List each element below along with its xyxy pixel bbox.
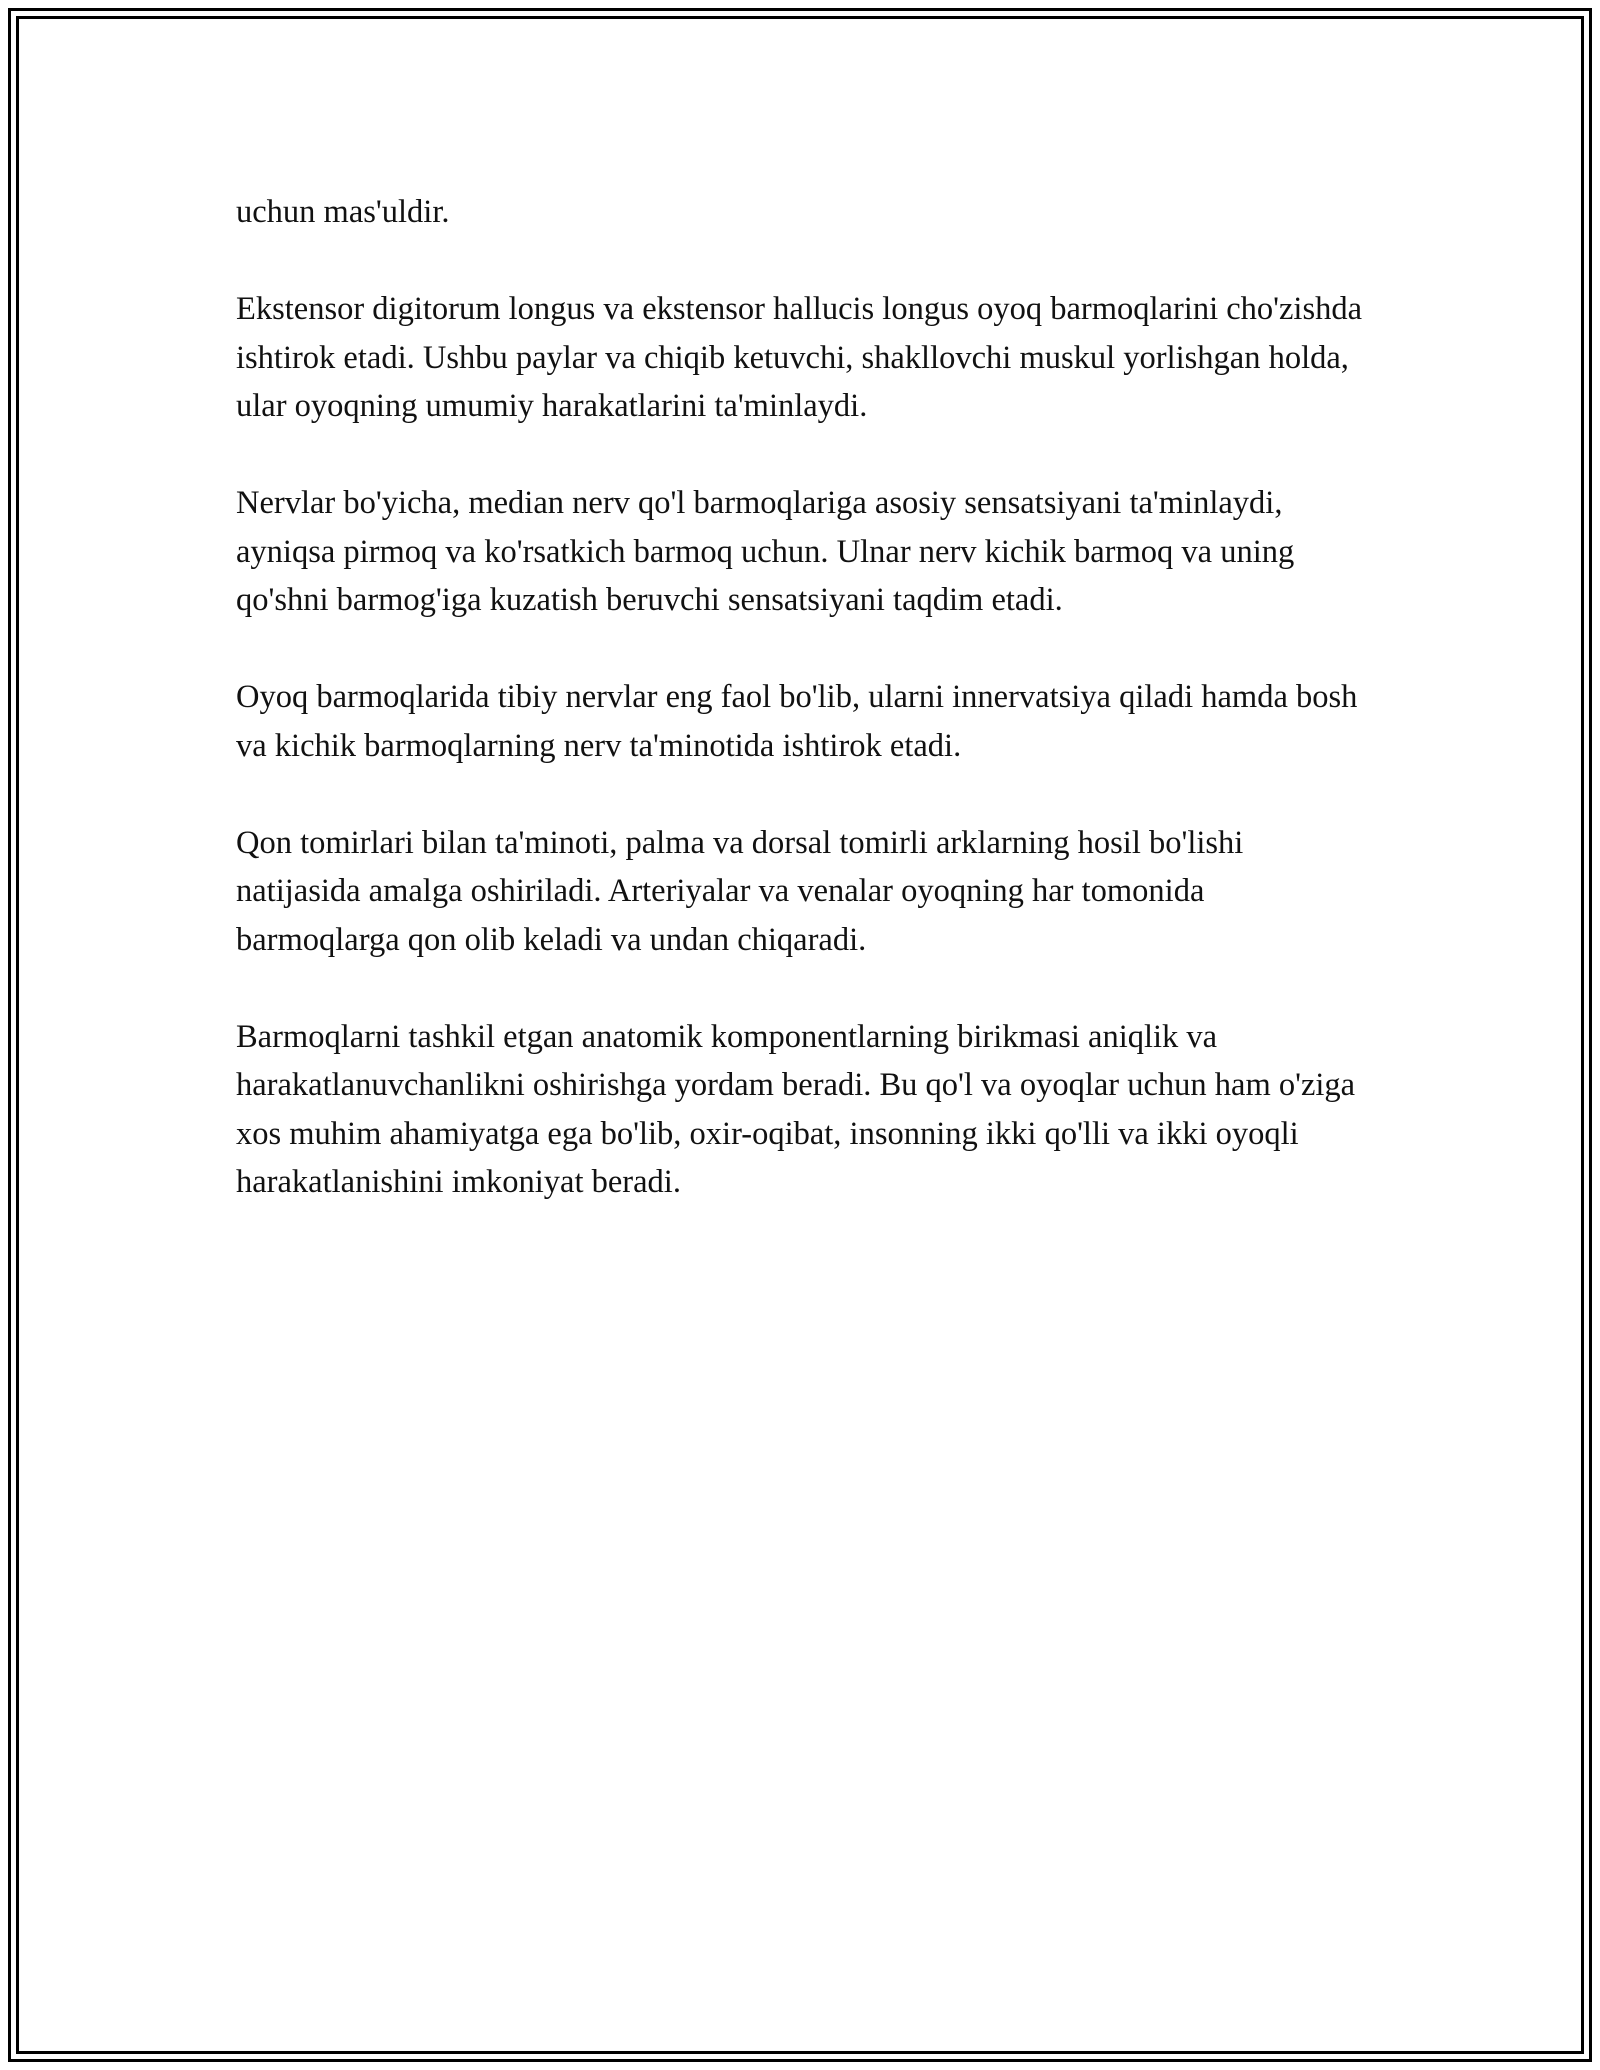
paragraph: Qon tomirlari bilan ta'minoti, palma va dorsal tomirli arklarning hosil bo'lishi natijasida amalga oshiriladi. Arteriyalar va venalar oyoqning har tomonida barmoqlarga qon olib keladi va undan chiqaradi. <box>236 824 1244 958</box>
paragraph: Oyoq barmoqlarida tibiy nervlar eng faol bo'lib, ularni innervatsiya qiladi hamda bosh va kichik barmoqlarning nerv ta'minotida ishtirok etadi. <box>236 679 1358 764</box>
paragraph: uchun mas'uldir. <box>236 194 450 230</box>
paragraph: Ekstensor digitorum longus va ekstensor hallucis longus oyoq barmoqlarini cho'zishda ishtirok etadi. Ushbu paylar va chiqib ketuvchi, shakllovchi muskul yorlishgan holda, ular oyoqning umumiy harakatlarini ta'minlaydi. <box>236 291 1363 424</box>
paragraph: Nervlar bo'yicha, median nerv qo'l barmoqlariga asosiy sensatsiyani ta'minlaydi, ayniqsa pirmoq va ko'rsatkich barmoq uchun. Ulnar nerv kichik barmoq va uning qo'shni barmog'iga kuzatish beruvchi sensatsiyani taqdim etadi. <box>236 485 1295 618</box>
paragraph: Barmoqlarni tashkil etgan anatomik komponentlarning birikmasi aniqlik va harakatlanuvchanlikni oshirishga yordam beradi. Bu qo'l va oyoqlar uchun ham o'ziga xos muhim ahamiyatga ega bo'lib, oxir-oqibat, insonning ikki qo'lli va ikki oyoqli harakatlanishini imkoniyat beradi. <box>236 1018 1356 1200</box>
document-body <box>236 188 1366 1255</box>
